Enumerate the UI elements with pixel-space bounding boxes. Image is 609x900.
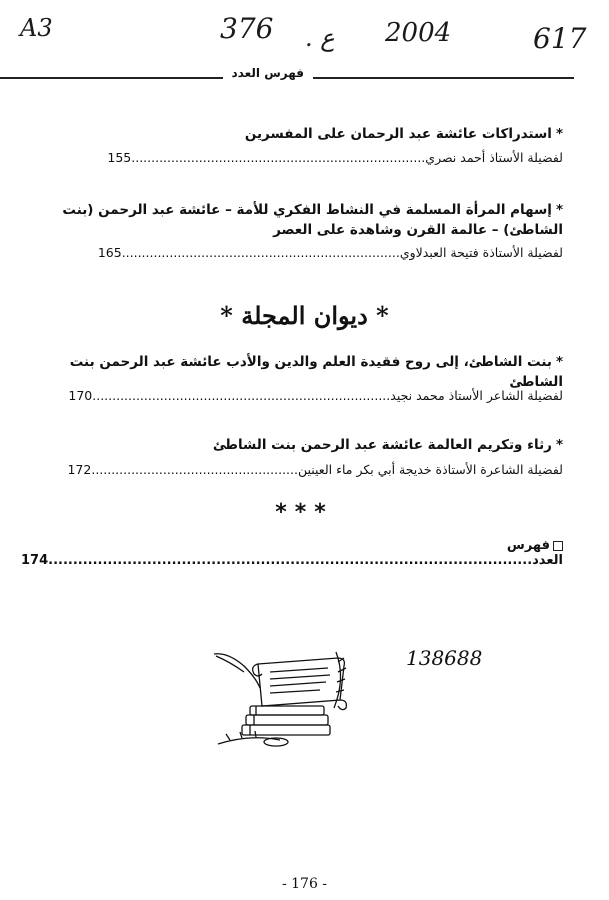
leader-dots: .................................................... (91, 462, 298, 477)
page-reference: 155 (107, 150, 132, 165)
toc-entry-author-line (13, 461, 563, 479)
header-title: فهرس العدد (223, 66, 313, 80)
leader-dots: ........................................................................... (92, 388, 391, 403)
asterisk-icon: * (555, 437, 563, 453)
asterisk-icon: * (555, 202, 563, 218)
handwritten-note-year: 2004 (385, 18, 452, 48)
toc-entry-author-line (13, 244, 563, 262)
book-scroll-illustration (210, 648, 360, 752)
toc-entry-author-line (13, 149, 563, 167)
index-entry (13, 538, 563, 568)
asterisk-icon: * (555, 126, 563, 142)
divan-heading: * ديوان المجلة * (220, 301, 389, 330)
handwritten-note-ain: . ع (305, 24, 335, 52)
page-number: - 176 - (281, 876, 328, 892)
author-name: لفضيلة الشاعر الأستاذ محمد نجيد (390, 388, 563, 403)
page-reference: 170 (68, 388, 93, 403)
page-reference: 174 (21, 553, 49, 568)
handwritten-note-376: 376 (220, 12, 274, 45)
author-name: لفضيلة الشاعرة الأستاذة خديجة أبي بكر ماء العينين (297, 462, 563, 477)
leader-dots: ...................................................................... (121, 245, 400, 260)
toc-entry-title: *استدراكات عائشة عبد الرحمان على المفسرين (244, 126, 563, 142)
page-reference: 165 (97, 245, 122, 260)
leader-dots: .................................................................................................. (48, 553, 533, 568)
handwritten-note-617: 617 (533, 22, 587, 55)
toc-entry-title: *بنت الشاطئ، إلى روح فقيدة العلم والدين والأدب عائشة عبد الرحمن بنت الشاطئ (69, 354, 563, 390)
index-label: فهرس العدد (506, 538, 563, 568)
toc-entry-title: *إسهام المرأة المسلمة في النشاط الفكري للأمة – عائشة عبد الرحمن (بنت الشاطئ) – عالمة القرن وشاهدة على العصر (62, 202, 563, 238)
asterisk-icon: * (555, 354, 563, 370)
toc-entry-author-line (13, 387, 563, 405)
square-bullet-icon (553, 541, 563, 551)
author-name: لفضيلة الأستاذة فتيحة العبدلاوي (399, 245, 563, 260)
page-header (0, 64, 609, 90)
leader-dots: .......................................................................... (131, 150, 426, 165)
author-name: لفضيلة الأستاذ أحمد نصري (425, 150, 563, 165)
library-accession-number: 138688 (406, 646, 483, 670)
page-reference: 172 (67, 462, 92, 477)
section-separator: *** (275, 500, 334, 525)
handwritten-note-a3: A3 (20, 14, 53, 42)
toc-entry-title: *رثاء وتكريم العالمة عائشة عبد الرحمن بنت الشاطئ (212, 437, 563, 453)
